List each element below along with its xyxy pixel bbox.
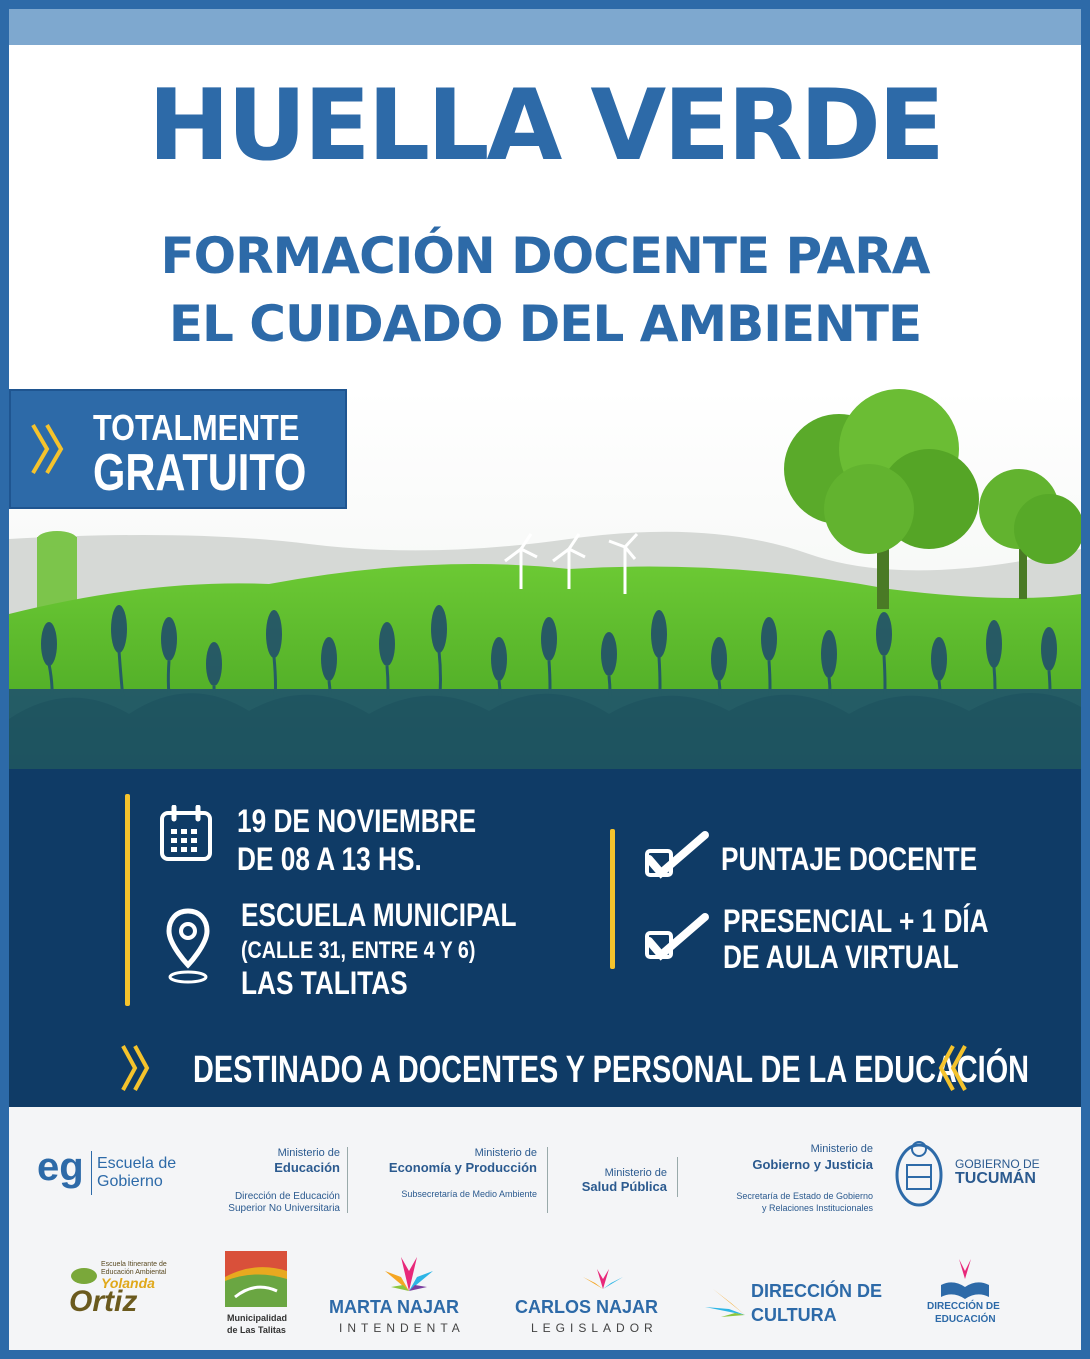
divider-left — [125, 794, 130, 1006]
divider-middle — [610, 829, 615, 969]
sal-name: Salud Pública — [581, 1179, 667, 1194]
info-panel — [9, 769, 1081, 1107]
eg-text-line1: Escuela de — [97, 1155, 177, 1172]
benefit-modality-line2: DE AULA VIRTUAL — [723, 939, 959, 975]
poster-title: HUELLA VERDE — [148, 69, 942, 183]
municipalidad-emblem-icon — [225, 1251, 287, 1307]
cultura-flower-icon — [701, 1279, 749, 1319]
top-band — [9, 9, 1081, 45]
cultura-line2: CULTURA — [751, 1305, 837, 1325]
poster-subtitle-line2: EL CUIDADO DEL AMBIENTE — [168, 295, 922, 353]
eg-mark: eg — [37, 1145, 84, 1189]
eco-separator — [547, 1147, 548, 1213]
event-time: DE 08 A 13 HS. — [237, 841, 422, 877]
tuc-line2: TUCUMÁN — [955, 1170, 1036, 1187]
gob-sub1: Secretaría de Estado de Gobierno — [736, 1191, 873, 1201]
eg-separator — [91, 1151, 92, 1195]
gob-ministry: Ministerio de — [810, 1143, 873, 1155]
gob-sub2: y Relaciones Institucionales — [761, 1203, 873, 1213]
educ-line1: DIRECCIÓN DE — [927, 1301, 1000, 1312]
yo-line3: Yolanda — [101, 1275, 155, 1291]
venue-city: LAS TALITAS — [241, 965, 408, 1001]
poster-subtitle-line1: FORMACIÓN DOCENTE PARA — [160, 227, 930, 285]
flower-icon — [381, 1251, 437, 1295]
eco-name: Economía y Producción — [388, 1160, 537, 1175]
audience-text: DESTINADO A DOCENTES Y PERSONAL DE LA EDUCACIÓN — [193, 1049, 1030, 1091]
carlos-role: LEGISLADOR — [531, 1321, 658, 1335]
sponsor-footer — [9, 1107, 1081, 1359]
benefit-modality-line1: PRESENCIAL + 1 DÍA — [723, 903, 989, 939]
tuc-line1: GOBIERNO DE — [955, 1157, 1040, 1171]
sunrise-icon — [575, 1267, 631, 1291]
edu-separator — [347, 1147, 348, 1213]
edu-name: Educación — [274, 1160, 340, 1175]
educ-line2: EDUCACIÓN — [935, 1314, 996, 1325]
double-chevron-right-icon — [119, 1042, 155, 1094]
calendar-icon — [159, 805, 213, 863]
marta-name: MARTA NAJAR — [329, 1297, 459, 1317]
sal-separator — [677, 1157, 678, 1197]
yo-line4: Ortiz — [69, 1285, 138, 1318]
venue-address: (CALLE 31, ENTRE 4 Y 6) — [241, 937, 476, 964]
leaf-icon — [69, 1265, 99, 1287]
double-chevron-left-icon — [933, 1042, 969, 1094]
open-book-icon — [937, 1257, 993, 1301]
event-date: 19 DE NOVIEMBRE — [237, 803, 477, 839]
muni-line2: de Las Talitas — [227, 1325, 286, 1335]
checkbox-check-icon — [641, 829, 711, 885]
marta-role: INTENDENTA — [339, 1321, 465, 1335]
eco-sub: Subsecretaría de Medio Ambiente — [401, 1189, 537, 1199]
carlos-name: CARLOS NAJAR — [515, 1297, 659, 1317]
cultura-line1: DIRECCIÓN DE — [751, 1281, 883, 1301]
edu-sub1: Dirección de Educación — [234, 1191, 340, 1202]
gob-name: Gobierno y Justicia — [752, 1157, 873, 1172]
badge-line2: GRATUITO — [93, 444, 307, 502]
double-chevron-right-icon — [29, 419, 69, 479]
checkbox-check-icon — [641, 911, 711, 967]
location-pin-icon — [163, 907, 213, 985]
free-badge — [9, 389, 347, 509]
eco-ministry: Ministerio de — [474, 1147, 537, 1159]
benefit-score: PUNTAJE DOCENTE — [721, 841, 978, 877]
yo-line1: Escuela Itinerante de — [101, 1261, 167, 1268]
sal-ministry: Ministerio de — [604, 1167, 667, 1179]
tucuman-shield-icon — [893, 1139, 945, 1209]
venue-name: ESCUELA MUNICIPAL — [241, 897, 517, 933]
eg-text-line2: Gobierno — [97, 1173, 163, 1190]
badge-line1: TOTALMENTE — [93, 407, 300, 448]
edu-sub2: Superior No Universitaria — [228, 1203, 340, 1214]
yo-line2: Educación Ambiental — [101, 1269, 167, 1276]
muni-line1: Municipalidad — [227, 1313, 288, 1323]
edu-ministry: Ministerio de — [277, 1147, 340, 1159]
